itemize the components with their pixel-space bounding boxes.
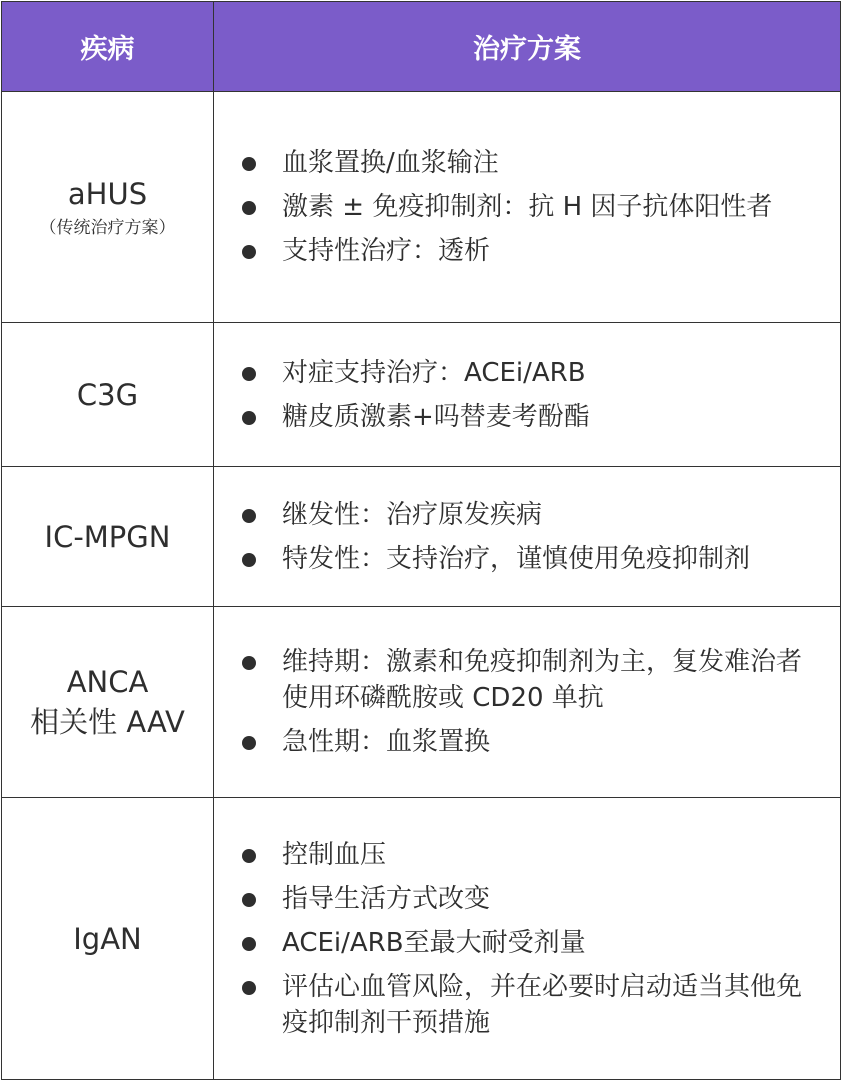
treatment-item: 血浆置换/血浆输注 [238, 145, 818, 181]
treatment-item: ACEi/ARB至最大耐受剂量 [238, 925, 818, 961]
header-disease: 疾病 [2, 2, 214, 92]
treatment-cell [214, 607, 841, 798]
treatment-item: 维持期：激素和免疫抑制剂为主，复发难治者使用环磷酰胺或 CD20 单抗 [238, 644, 818, 716]
treatment-list [238, 644, 818, 760]
disease-name: ANCA [66, 665, 149, 699]
disease-cell [2, 798, 214, 1080]
treatment-item: 评估心血管风险，并在必要时启动适当其他免疫抑制剂干预措施 [238, 969, 818, 1041]
disease-cell [2, 607, 214, 798]
treatment-list [238, 355, 818, 435]
treatment-item: 特发性：支持治疗，谨慎使用免疫抑制剂 [238, 541, 818, 577]
treatment-item: 急性期：血浆置换 [238, 724, 818, 760]
treatment-item: 糖皮质激素+吗替麦考酚酯 [238, 399, 818, 435]
disease-note: （传统治疗方案） [39, 218, 176, 238]
disease-cell [2, 92, 214, 323]
disease-name: aHUS [67, 177, 148, 211]
treatment-item: 控制血压 [238, 837, 818, 873]
disease-name: IgAN [73, 921, 142, 956]
treatment-item: 对症支持治疗：ACEi/ARB [238, 355, 818, 391]
table-row [2, 467, 841, 607]
disease-name-line2: 相关性 AAV [30, 705, 185, 739]
treatment-item: 支持性治疗：透析 [238, 233, 818, 269]
treatment-cell [214, 92, 841, 323]
disease-cell [2, 467, 214, 607]
table-row [2, 92, 841, 323]
table-row [2, 323, 841, 467]
treatment-cell [214, 467, 841, 607]
disease-name: IC-MPGN [44, 519, 171, 554]
table-row [2, 798, 841, 1080]
treatment-cell [214, 798, 841, 1080]
treatment-item: 继发性：治疗原发疾病 [238, 497, 818, 533]
treatment-item: 指导生活方式改变 [238, 881, 818, 917]
table-row [2, 607, 841, 798]
treatment-list [238, 837, 818, 1041]
disease-name: C3G [76, 377, 139, 412]
disease-cell [2, 323, 214, 467]
treatment-table [1, 1, 841, 1080]
treatment-list [238, 497, 818, 577]
treatment-cell [214, 323, 841, 467]
treatment-list [238, 145, 818, 269]
header-row [2, 2, 841, 92]
treatment-item: 激素 ± 免疫抑制剂：抗 H 因子抗体阳性者 [238, 189, 818, 225]
header-treatment: 治疗方案 [214, 2, 841, 92]
